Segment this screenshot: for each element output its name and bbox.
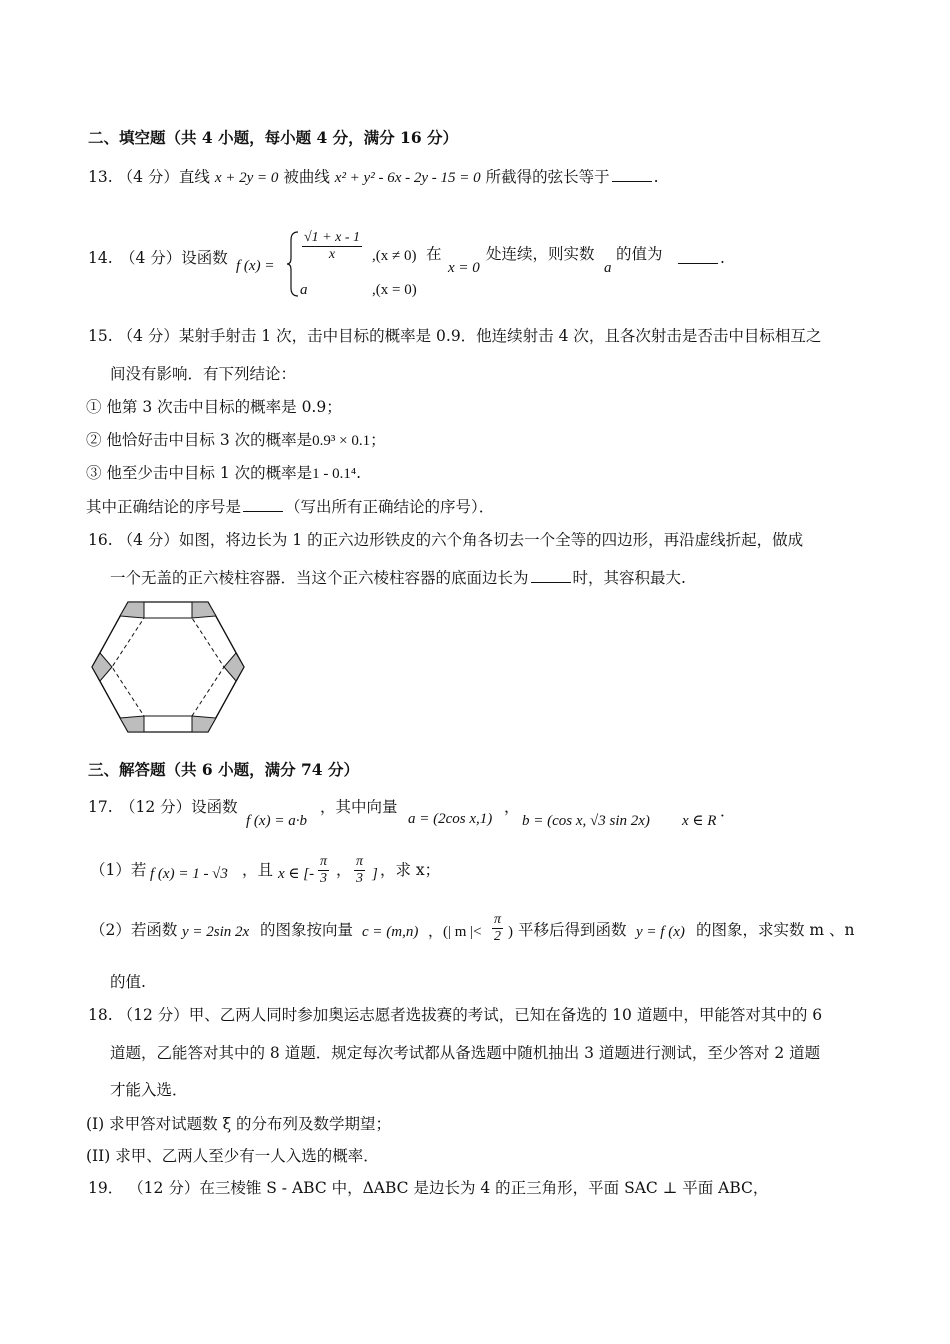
q19-number: 19． bbox=[88, 1179, 124, 1197]
q14-number: 14. bbox=[88, 249, 113, 267]
q15-option-2 bbox=[86, 430, 386, 451]
q16-answer-blank[interactable] bbox=[531, 567, 571, 583]
q17-p2-func: y = 2sin 2x bbox=[182, 924, 250, 940]
q14-case2-cond: ,(x = 0) bbox=[372, 282, 417, 298]
q15-answer-blank[interactable] bbox=[243, 496, 283, 512]
q15-option-3-end: . bbox=[356, 464, 362, 482]
corner-cut-left bbox=[92, 653, 112, 681]
corner-cut-bottom-left bbox=[120, 716, 144, 732]
question-16-line1 bbox=[88, 530, 803, 550]
q16-number: 16. bbox=[88, 531, 113, 549]
question-19-line1 bbox=[88, 1178, 768, 1198]
q14-at: 在 bbox=[426, 245, 442, 263]
q17-p2-pi: π bbox=[494, 912, 502, 927]
q14-score: （4 分）设函数 bbox=[120, 249, 228, 267]
q14-case2-value: a bbox=[300, 282, 308, 298]
flap-edge-upper-right bbox=[216, 616, 236, 653]
q17-p2-tail: 平移后得到函数 bbox=[518, 921, 627, 939]
q18-number: 18. bbox=[88, 1006, 113, 1024]
question-15-line1 bbox=[88, 326, 821, 346]
q14-fx: f (x) = bbox=[236, 258, 275, 274]
q15-option-3 bbox=[86, 463, 361, 484]
q17-fx: f (x) = a·b bbox=[246, 813, 307, 829]
q17-p1-frac-1 bbox=[318, 854, 329, 887]
q13-mid: 被曲线 bbox=[283, 168, 330, 186]
q18-line3: 才能入选． bbox=[110, 1081, 188, 1099]
flap-edge-lower-left bbox=[100, 681, 120, 718]
q13-number: 13. bbox=[88, 168, 113, 186]
q18-part-1: (I) 求甲答对试题数 ξ 的分布列及数学期望； bbox=[86, 1115, 392, 1133]
q17-p2-cond-pre: ，(| m |< bbox=[428, 924, 482, 940]
hexagon-figure bbox=[88, 598, 248, 736]
q18-part-2: (II) 求甲、乙两人至少有一人入选的概率． bbox=[86, 1147, 379, 1165]
q14-case1-denominator: x bbox=[328, 247, 336, 262]
q14-case1-frac bbox=[302, 230, 362, 263]
q15-number: 15. bbox=[88, 327, 113, 345]
q15-line2: 间没有影响．有下列结论： bbox=[110, 365, 297, 383]
q15-option-1: ① 他第 3 次击中目标的概率是 0.9； bbox=[86, 398, 342, 416]
q17-p2-pre: （2）若函数 bbox=[90, 921, 178, 939]
q17-p1-close: ] bbox=[372, 866, 378, 882]
q15-option-2-expr: 0.9³ × 0.1 bbox=[312, 433, 371, 449]
q15-ask bbox=[86, 496, 494, 517]
q17-p2-line2: 的值. bbox=[110, 973, 146, 991]
q17-score: （12 分）设函数 bbox=[120, 798, 238, 816]
q17-p2-frac bbox=[492, 912, 503, 945]
flap-edge-lower-right bbox=[216, 681, 236, 718]
q17-p1-pre: （1）若 bbox=[90, 861, 147, 879]
q13-curve-expr: x² + y² - 6x - 2y - 15 = 0 bbox=[334, 170, 481, 186]
q17-p1-three-1: 3 bbox=[320, 871, 327, 886]
question-13 bbox=[88, 166, 659, 188]
q14-end: . bbox=[720, 249, 725, 267]
q17-p2-two: 2 bbox=[494, 929, 501, 944]
q18-line2: 道题，乙能答对其中的 8 道题．规定每次考试都从备选题中随机抽出 3 道题进行测试，至少答对 2 道题 bbox=[110, 1044, 821, 1062]
q17-p1-mid: ，且 bbox=[242, 861, 274, 879]
q15-option-2-text: ② 他恰好击中目标 3 次的概率是 bbox=[86, 431, 313, 449]
q17-p2-vector: c = (m,n) bbox=[362, 924, 419, 940]
q17-p1-post: ，求 x； bbox=[380, 861, 441, 879]
section-3-heading: 三、解答题（共 6 小题，满分 74 分） bbox=[88, 760, 359, 779]
q17-mid: ，其中向量 bbox=[320, 798, 398, 816]
q14-brace-icon bbox=[286, 230, 300, 298]
q16-line2-post: 时，其容积最大. bbox=[572, 569, 686, 587]
q17-domain: x ∈ R bbox=[682, 813, 717, 829]
q13-tail: 所截得的弦长等于 bbox=[485, 168, 610, 186]
q15-option-2-end: ； bbox=[370, 431, 386, 449]
corner-cut-right bbox=[224, 653, 244, 681]
q13-answer-blank[interactable] bbox=[612, 166, 652, 182]
q17-number: 17. bbox=[88, 798, 113, 816]
q14-case1-numerator: √1 + x - 1 bbox=[304, 230, 361, 245]
q16-line2-pre: 一个无盖的正六棱柱容器．当这个正六棱柱容器的底面边长为 bbox=[110, 569, 529, 587]
corner-cut-top-left bbox=[120, 602, 144, 618]
q17-p1-pi-2: π bbox=[356, 854, 364, 869]
q15-ask-post: （写出所有正确结论的序号）． bbox=[285, 498, 495, 516]
q17-end: ． bbox=[720, 802, 736, 820]
q17-p1-expr: f (x) = 1 - √3 bbox=[150, 866, 228, 882]
q15-ask-pre: 其中正确结论的序号是 bbox=[86, 498, 242, 516]
question-18-line1 bbox=[88, 1005, 822, 1025]
q17-comma: ， bbox=[504, 798, 520, 816]
q14-var: a bbox=[604, 260, 612, 276]
q14-case1-cond: ,(x ≠ 0) bbox=[372, 248, 417, 264]
q17-p1-three-2: 3 bbox=[356, 871, 363, 886]
q13-score: （4 分）直线 bbox=[117, 168, 210, 186]
q17-p1-pi-1: π bbox=[320, 854, 328, 869]
q14-point: x = 0 bbox=[448, 260, 480, 276]
q16-line1-text: （4 分）如图，将边长为 1 的正六边形铁皮的六个角各切去一个全等的四边形，再沿虚线折起，做成 bbox=[117, 531, 804, 549]
q13-line-expr: x + 2y = 0 bbox=[214, 170, 279, 186]
q17-vector-b: b = (cos x, √3 sin 2x) bbox=[522, 813, 650, 829]
q15-option-3-expr: 1 - 0.1⁴ bbox=[312, 466, 357, 482]
q18-line1-text: （12 分）甲、乙两人同时参加奥运志愿者选拔赛的考试，已知在备选的 10 道题中，甲能答对其中的 6 bbox=[117, 1006, 823, 1024]
q17-p2-ask: 的图象，求实数 m 、n bbox=[696, 921, 855, 939]
q13-end: . bbox=[653, 168, 659, 186]
q16-line2 bbox=[110, 567, 686, 588]
q15-line1-text: （4 分）某射手射击 1 次，击中目标的概率是 0.9．他连续射击 4 次，且各次射击是否击中目标相互之 bbox=[117, 327, 822, 345]
corner-cut-bottom-right bbox=[192, 716, 216, 732]
q14-continuity: 处连续，则实数 bbox=[486, 245, 595, 263]
corner-cut-top-right bbox=[192, 602, 216, 618]
q17-p2-target: y = f (x) bbox=[636, 924, 685, 940]
q17-p2-mid: 的图象按向量 bbox=[260, 921, 354, 939]
q14-answer-blank[interactable] bbox=[678, 248, 718, 264]
flap-edge-upper-left bbox=[100, 616, 120, 653]
q17-p1-sep: ， bbox=[336, 861, 352, 879]
q14-tail: 的值为 bbox=[616, 245, 663, 263]
q17-vector-a: a = (2cos x,1) bbox=[408, 811, 493, 827]
q17-p1-frac-2 bbox=[354, 854, 365, 887]
q15-option-3-text: ③ 他至少击中目标 1 次的概率是 bbox=[86, 464, 313, 482]
q17-p1-set: x ∈ [- bbox=[278, 866, 315, 882]
outer-hexagon bbox=[92, 602, 244, 732]
section-2-heading: 二、填空题（共 4 小题，每小题 4 分，满分 16 分） bbox=[88, 128, 459, 147]
q19-line1-text: （12 分）在三棱锥 S - ABC 中，ΔABC 是边长为 4 的正三角形，平面 SAC ⊥ 平面 ABC， bbox=[128, 1179, 769, 1197]
fold-line-hexagon bbox=[112, 618, 224, 716]
q17-p2-cond-post: ) bbox=[508, 924, 513, 940]
